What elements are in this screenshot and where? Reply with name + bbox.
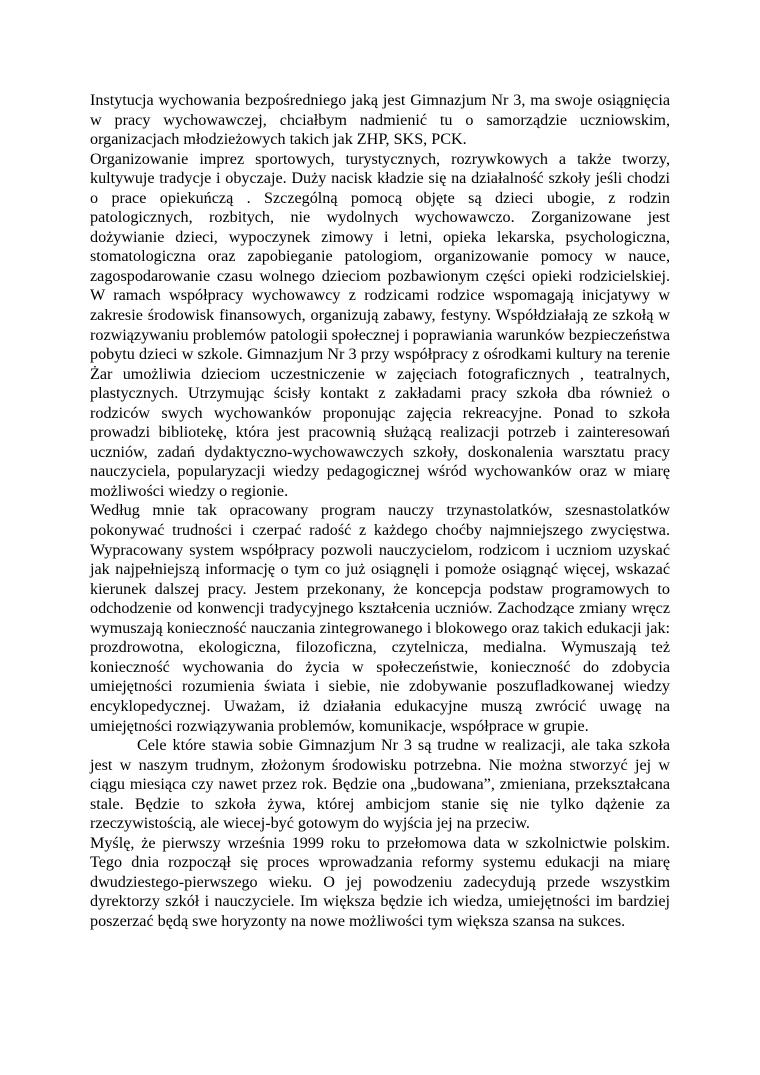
paragraph-reform-conclusion: Myślę, że pierwszy września 1999 roku to przełomowa data w szkolnictwie polskim. Tego dnia rozpoczął się proces wprowadzania reformy systemu edukacji na miarę dwudziestego-pierwszego wieku. O jej powodzeniu zadecydują przede wszystkim dyrektorzy szkół i nauczyciele. Im większa będzie ich wiedza, umiejętności im bardziej poszerzać będą swe horyzonty na nowe możliwości tym większa szansa na sukces. (90, 834, 670, 930)
document-page (90, 91, 670, 932)
paragraph-school-organizations: Instytucja wychowania bezpośredniego jaką jest Gimnazjum Nr 3, ma swoje osiągnięcia w pracy wychowawczej, chciałbym nadmienić tu o samorządzie uczniowskim, organizacjach młodzieżowych takich jak ZHP, SKS, PCK. (90, 92, 670, 149)
paragraph-school-goals: Cele które stawia sobie Gimnazjum Nr 3 są trudne w realizacji, ale taka szkoła jest w naszym trudnym, złożonym środowisku potrzebna. Nie można stworzyć jej w ciągu miesiąca czy nawet przez rok. Będzie ona „budowana”, zmieniana, przekształcana stale. Będzie to szkoła żywa, której ambicjom stanie się nie tylko dążenie za rzeczywistością, ale wiecej-być gotowym do wyjścia jej na przeciw. (90, 737, 670, 833)
paragraph-program-opinion: Według mnie tak opracowany program nauczy trzynastolatków, szesnastolatków pokonywać trudności i czerpać radość z każdego choćby najmniejszego zwycięstwa. Wypracowany system współpracy pozwoli nauczycielom, rodzicom i uczniom uzyskać jak najpełniejszą informację o tym co już osiągnęli i pomoże osiągnąć więcej, wskazać kierunek dalszej pracy. Jestem przekonany, że koncepcja podstaw programowych to odchodzenie od konwencji tradycyjnego kształcenia uczniów. Zachodzące zmiany wręcz wymuszają konieczność nauczania zintegrowanego i blokowego oraz takich edukacji jak: prozdrowotna, ekologiczna, filozoficzna, czytelnicza, medialna. Wymuszają też konieczność wychowania do życia w społeczeństwie, konieczność do zdobycia umiejętności rozumienia świata i siebie, nie zdobywanie poszufladkowanej wiedzy encyklopedycznej. Uważam, iż działania edukacyjne muszą zwrócić uwagę na umiejętności rozwiązywania problemów, komunikacje, współprace w grupie. (90, 502, 670, 735)
paragraph-school-activities: Organizowanie imprez sportowych, turystycznych, rozrywkowych a także tworzy, kultywuje tradycje i obyczaje. Duży nacisk kładzie się na działalność szkoły jeśli chodzi o prace opiekuńczą . Szczególną pomocą objęte są dzieci ubogie, z rodzin patologicznych, rozbitych, nie wydolnych wychowawczo. Zorganizowane jest dożywianie dzieci, wypoczynek zimowy i letni, opieka lekarska, psychologiczna, stomatologiczna oraz zapobieganie patologiom, organizowanie pomocy w nauce, zagospodarowanie czasu wolnego dzieciom pozbawionym części opieki rodzicielskiej. W ramach współpracy wychowawcy z rodzicami rodzice wspomagają inicjatywy w zakresie środowisk finansowych, organizują zabawy, festyny. Współdziałają ze szkołą w rozwiązywaniu problemów patologii społecznej i poprawiania warunków bezpieczeństwa pobytu dzieci w szkole. Gimnazjum Nr 3 przy współpracy z ośrodkami kultury na terenie Żar umożliwia dzieciom uczestniczenie w zajęciach fotograficznych , teatralnych, plastycznych. Utrzymując ścisły kontakt z zakładami pracy szkoła dba również o rodziców swych wychowanków proponując zajęcia rekreacyjne. Ponad to szkoła prowadzi bibliotekę, która jest pracownią służącą realizacji potrzeb i zainteresowań uczniów, zadań dydaktyczno-wychowawczych szkoły, doskonalenia warsztatu pracy nauczyciela, popularyzacji wiedzy pedagogicznej wśród wychowanków oraz w miarę możliwości wiedzy o regionie. (90, 150, 670, 500)
